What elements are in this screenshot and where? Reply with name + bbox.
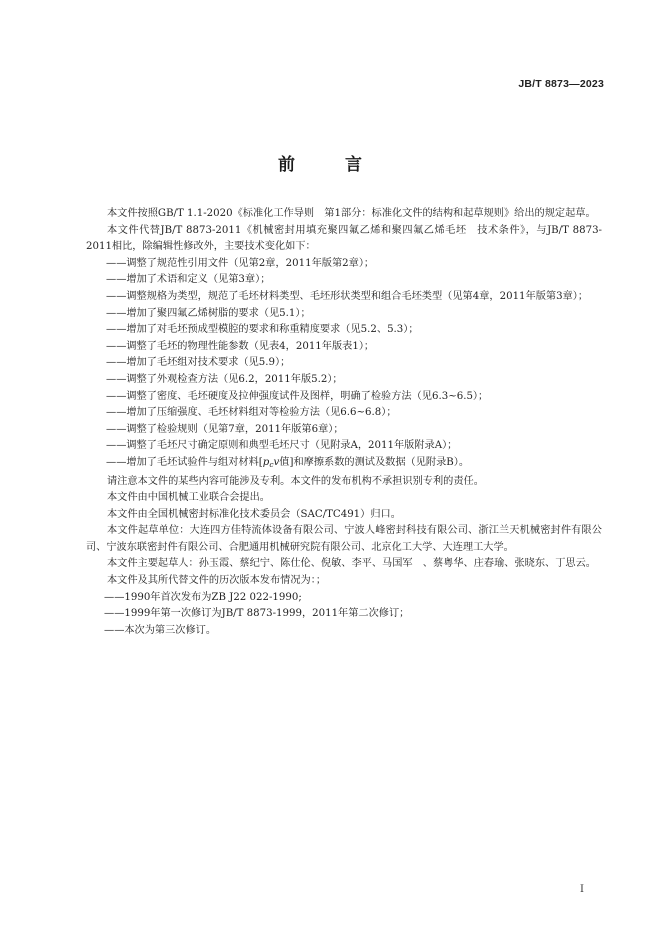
list-item: ——增加了毛坯组对技术要求（见5.9）；: [106, 357, 291, 369]
list-item: ——调整了规范性引用文件（见第2章，2011年版第2章）；: [106, 257, 375, 269]
paragraph: 本文件代替JB/T 8873-2011《机械密封用填充聚四氟乙烯和聚四氟乙烯毛坯 技术条件》，与JB/T 8873-2011相比，除编辑性修改外，主要技术变化如下：: [86, 224, 602, 253]
list-item: ——调整了外观检查方法（见6.2，2011年版5.2）；: [106, 373, 343, 385]
paragraph: 本文件主要起草人：孙玉霞、蔡纪宁、陈仕伦、倪敏、李平、马国军 、蔡粤华、庄春瑜、张晓东、丁思云。: [107, 558, 596, 570]
list-item: [86, 455, 602, 474]
list-item: ——增加了术语和定义（见第3章）；: [106, 274, 271, 286]
standard-number: JB/T 8873—2023: [518, 78, 604, 90]
list-item: ——增加了压缩强度、毛坯材料组对等检验方法（见6.6~6.8）；: [106, 407, 397, 419]
list-item: ——本次为第三次修订。: [104, 624, 217, 636]
list-item: ——增加了聚四氟乙烯树脂的要求（见5.1）；: [106, 307, 311, 319]
symbol-p: p: [262, 456, 270, 468]
list-item-suffix: 值]和摩擦系数的测试及数据（见附录B）。: [279, 456, 470, 468]
list-item-prefix: ——增加了毛坯试验件与组对材料[: [106, 456, 263, 468]
page-title: 前 言: [278, 155, 384, 175]
list-item: ——调整了检验规则（见第7章，2011年版第6章）；: [106, 423, 344, 435]
list-item: ——调整了毛坯的物理性能参数（见表4，2011年版表1）；: [106, 340, 375, 352]
page-number: I: [580, 884, 584, 895]
paragraph: 本文件起草单位：大连四方佳特流体设备有限公司、宁波人峰密封科技有限公司、浙江兰天机械密封件有限公司、宁波东联密封件有限公司、合肥通用机械研究院有限公司、北京化工大学、大连理工大学。: [86, 525, 602, 553]
changes-list: [86, 256, 602, 474]
list-item: ——增加了对毛坯预成型模腔的要求和称重精度要求（见5.2、5.3）；: [106, 324, 419, 336]
foreword-body: [86, 206, 602, 639]
list-item: ——调整规格为类型，规范了毛坯材料类型、毛坯形状类型和组合毛坯类型（见第4章，2011年版第3章）；: [106, 290, 589, 302]
list-item: ——调整了毛坯尺寸确定原则和典型毛坯尺寸（见附录A，2011年版附录A）；: [106, 440, 458, 452]
symbol-v: v: [273, 456, 280, 468]
paragraph: 本文件由全国机械密封标准化技术委员会（SAC/TC491）归口。: [107, 508, 401, 520]
list-item: ——调整了密度、毛坯硬度及拉伸强度试件及图样，明确了检验方法（见6.3~6.5）；: [106, 390, 489, 402]
symbol-subscript: c: [269, 459, 274, 469]
paragraph: 请注意本文件的某些内容可能涉及专利。本文件的发布机构不承担识别专利的责任。: [107, 475, 484, 487]
paragraph: 本文件及其所代替文件的历次版本发布情况为：；: [107, 575, 327, 587]
list-item: ——1990年首次发布为ZB J22 022-1990;: [104, 591, 302, 603]
paragraph: 本文件按照GB/T 1.1-2020《标准化工作导则 第1部分：标准化文件的结构和起草规则》给出的规定起草。: [107, 208, 596, 219]
history-list: [86, 590, 602, 640]
list-item: ——1999年第一次修订为JB/T 8873-1999，2011年第二次修订；: [104, 608, 410, 620]
paragraph: 本文件由中国机械工业联合会提出。: [107, 492, 270, 504]
